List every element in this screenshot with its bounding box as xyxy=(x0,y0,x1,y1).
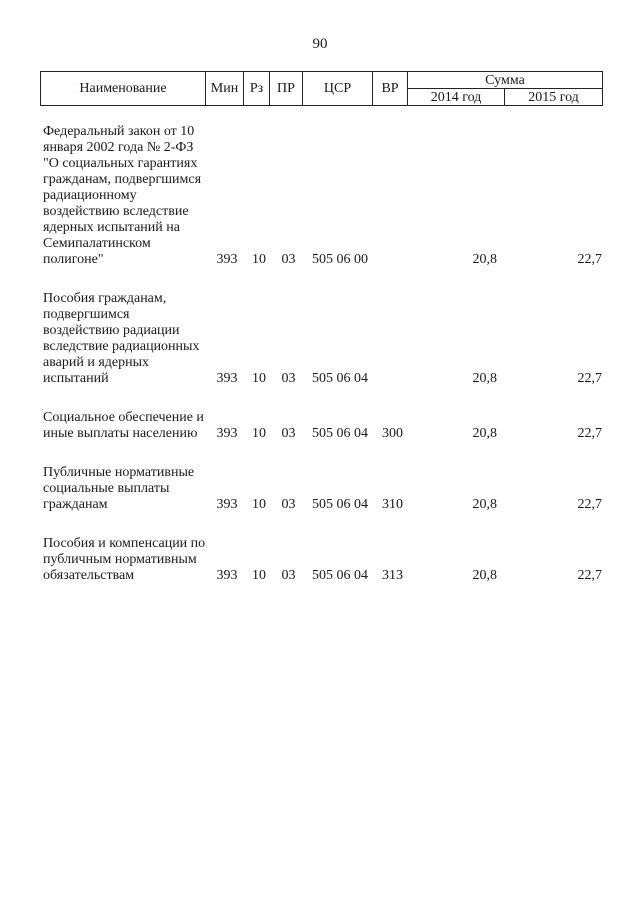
row-vr: 313 xyxy=(382,568,403,583)
header-vr: ВР xyxy=(373,72,408,106)
row-csr: 505 06 04 xyxy=(312,426,368,441)
row-spacer xyxy=(40,513,602,536)
row-rz: 10 xyxy=(252,426,266,441)
row-name: Социальное обеспечение и иные выплаты населению xyxy=(43,410,204,441)
row-pr: 03 xyxy=(281,568,296,583)
row-vr xyxy=(375,291,410,387)
header-rz: Рз xyxy=(244,72,270,106)
budget-table xyxy=(40,124,602,584)
row-sum-2015: 22,7 xyxy=(577,568,602,583)
row-min: 393 xyxy=(216,371,238,386)
row-min: 393 xyxy=(216,252,238,267)
row-sum-2015: 22,7 xyxy=(577,252,602,267)
row-vr: 310 xyxy=(382,497,403,512)
row-sum-2015: 22,7 xyxy=(577,371,602,386)
row-vr xyxy=(375,124,410,268)
table-row xyxy=(40,124,602,268)
row-sum-2014: 20,8 xyxy=(472,371,497,386)
row-min: 393 xyxy=(216,426,238,441)
row-pr: 03 xyxy=(281,497,296,512)
table-row xyxy=(40,465,602,513)
row-name: Публичные нормативные социальные выплаты гражданам xyxy=(43,465,195,512)
row-min: 393 xyxy=(216,568,238,583)
row-vr: 300 xyxy=(382,426,403,441)
row-name: Пособия гражданам, подвергшимся воздействию радиации вследствие радиационных аварий и ядерных испытаний xyxy=(43,291,200,386)
row-pr: 03 xyxy=(281,252,296,267)
row-sum-2014: 20,8 xyxy=(472,568,497,583)
header-min: Мин xyxy=(206,72,244,106)
header-sum: Сумма xyxy=(408,72,603,89)
header-pr: ПР xyxy=(270,72,303,106)
table-row xyxy=(40,291,602,387)
row-pr: 03 xyxy=(281,371,296,386)
table-row xyxy=(40,410,602,442)
row-csr: 505 06 04 xyxy=(312,568,368,583)
row-sum-2014: 20,8 xyxy=(472,497,497,512)
row-csr: 505 06 04 xyxy=(312,371,368,386)
row-min: 393 xyxy=(216,497,238,512)
row-rz: 10 xyxy=(252,497,266,512)
row-sum-2014: 20,8 xyxy=(472,252,497,267)
row-rz: 10 xyxy=(252,252,266,267)
page-number: 90 xyxy=(312,36,328,52)
row-spacer xyxy=(40,442,602,465)
table-row xyxy=(40,536,602,584)
row-spacer xyxy=(40,268,602,291)
row-sum-2014: 20,8 xyxy=(472,426,497,441)
row-sum-2015: 22,7 xyxy=(577,497,602,512)
row-name: Пособия и компенсации по публичным нормативным обязательствам xyxy=(43,536,206,583)
header-name: Наименование xyxy=(41,72,206,106)
row-spacer xyxy=(40,387,602,410)
row-rz: 10 xyxy=(252,568,266,583)
row-name: Федеральный закон от 10 января 2002 года № 2-ФЗ "О социальных гарантиях гражданам, подвергшимся радиационному воздействию вследствие ядерных испытаний на Семипалатинском полигоне" xyxy=(43,124,202,267)
header-csr: ЦСР xyxy=(303,72,373,106)
header-year-2014: 2014 год xyxy=(408,89,505,106)
table-header xyxy=(40,71,603,106)
row-csr: 505 06 04 xyxy=(312,497,368,512)
row-csr: 505 06 00 xyxy=(312,252,368,267)
row-rz: 10 xyxy=(252,371,266,386)
row-pr: 03 xyxy=(281,426,296,441)
header-year-2015: 2015 год xyxy=(505,89,603,106)
row-sum-2015: 22,7 xyxy=(577,426,602,441)
